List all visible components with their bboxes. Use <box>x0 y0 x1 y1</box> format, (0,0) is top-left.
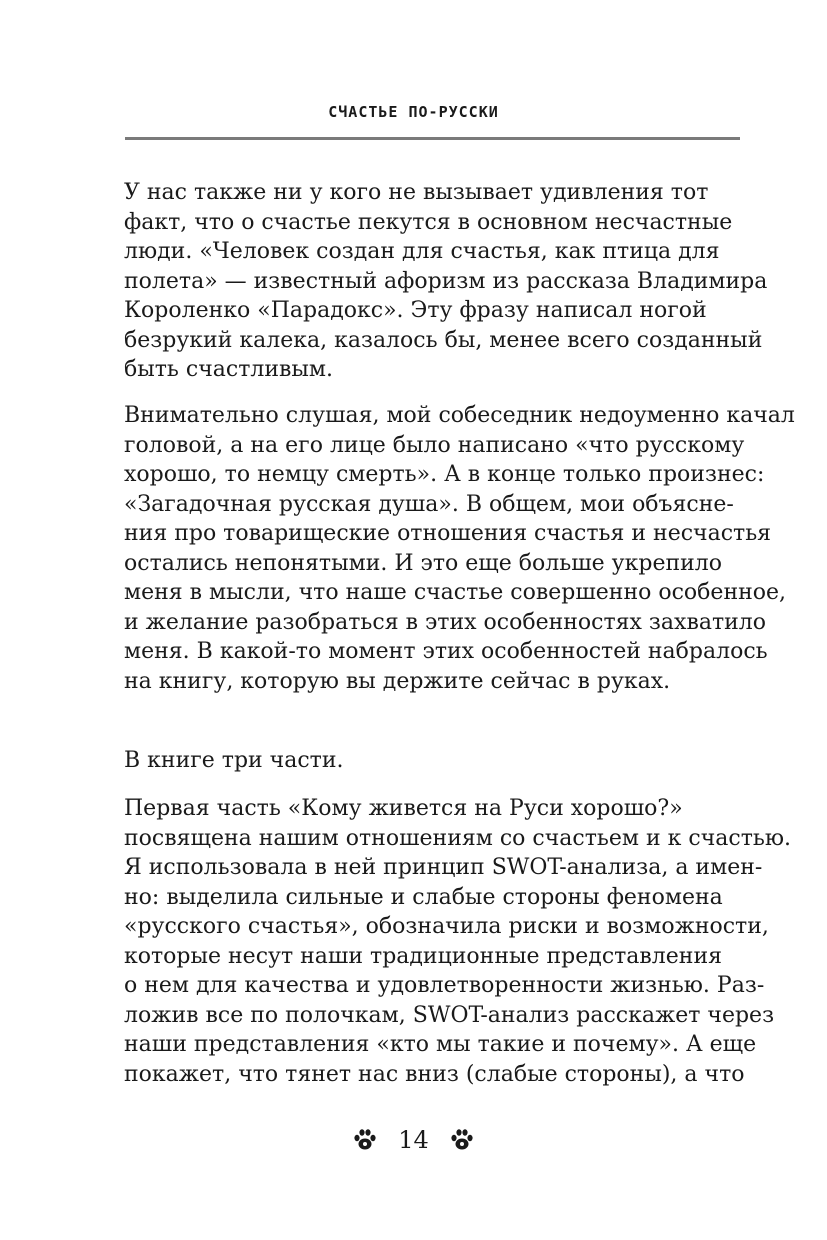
header-rule <box>125 137 740 140</box>
text-line: хорошо, то немцу смерть». А в конце только произнес: <box>124 462 765 487</box>
text-line: меня в мысли, что наше счастье совершенно особенное, <box>124 580 787 605</box>
text-line: Первая часть «Кому живется на Руси хорошо?» <box>124 796 683 821</box>
text-line: У нас также ни у кого не вызывает удивления тот <box>124 180 709 205</box>
text-line: факт, что о счастье пекутся в основном несчастные <box>124 209 733 235</box>
text-line: на книгу, которую вы держите сейчас в руках. <box>124 668 671 694</box>
text-line: «русского счастья», обозначила риски и возможности, <box>124 914 769 939</box>
paragraph <box>124 794 791 1089</box>
page-footer <box>0 1126 827 1154</box>
paw-print-icon <box>449 1127 475 1153</box>
text-line: головой, а на его лице было написано «что русскому <box>124 432 745 458</box>
paw-print-icon <box>352 1127 378 1153</box>
paragraph <box>124 746 744 776</box>
text-line: Внимательно слушая, мой собеседник недоуменно качал <box>124 403 795 428</box>
text-line: Короленко «Парадокс». Эту фразу написал ногой <box>124 298 707 323</box>
text-line: о нем для качества и удовлетворенности жизнью. Раз- <box>124 973 765 998</box>
text-line: люди. «Человек создан для счастья, как птица для <box>124 239 720 264</box>
text-line: посвящена нашим отношениям со счастьем и к счастью. <box>124 825 791 851</box>
text-line: и желание разобраться в этих особенностях захватило <box>124 609 767 635</box>
text-line: Я использовала в ней принцип SWOT-анализа, а имен- <box>124 855 763 880</box>
text-line: меня. В какой-то момент этих особенностей набралось <box>124 639 768 664</box>
text-line: «Загадочная русская душа». В общем, мои объясне- <box>124 491 734 517</box>
text-line: наши представления «кто мы такие и почему». А еще <box>124 1032 757 1057</box>
text-line: которые несут наши традиционные представления <box>124 943 723 969</box>
text-line: покажет, что тянет нас вниз (слабые стороны), а что <box>124 1061 745 1087</box>
running-head: СЧАСТЬЕ ПО-РУССКИ <box>328 103 499 121</box>
text-line: ния про товарищеские отношения счастья и несчастья <box>124 521 772 546</box>
text-line: но: выделила сильные и слабые стороны феномена <box>124 884 723 910</box>
text-line: быть счастливым. <box>124 357 334 382</box>
text-line: полета» — известный афоризм из рассказа Владимира <box>124 268 768 294</box>
text-line: остались непонятыми. И это еще больше укрепило <box>124 550 723 576</box>
paragraph <box>124 178 768 385</box>
page-number: 14 <box>398 1126 429 1154</box>
text-line: ложив все по полочкам, SWOT-анализ расскажет через <box>124 1002 775 1028</box>
text-line: В книге три части. <box>124 748 344 773</box>
paragraph <box>124 401 795 696</box>
text-line: безрукий калека, казалось бы, менее всего созданный <box>124 327 763 353</box>
